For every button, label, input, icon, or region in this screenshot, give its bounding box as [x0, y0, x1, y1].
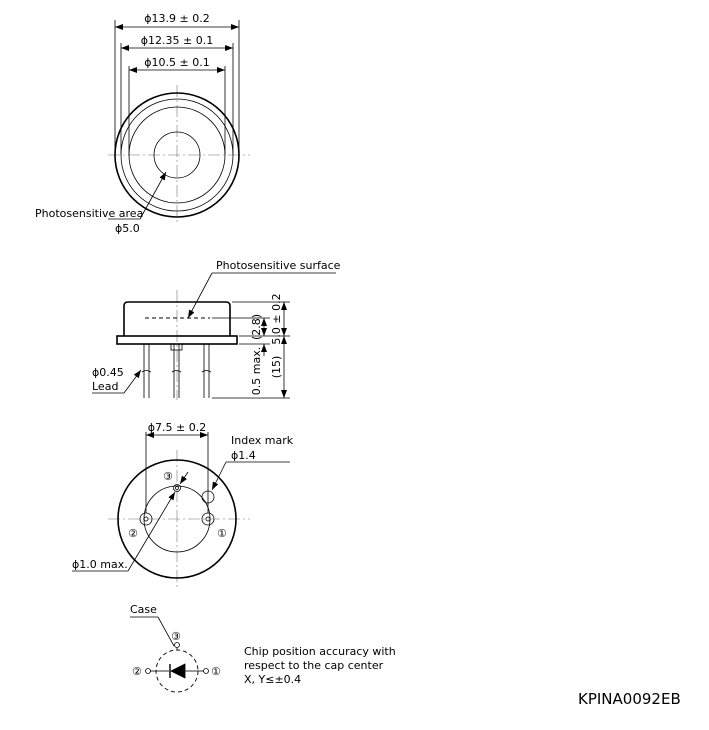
- top-view: [35, 12, 250, 235]
- note-line-3: X, Y≤±0.4: [244, 673, 302, 686]
- schematic-pin-1: ①: [211, 665, 221, 678]
- pin-dim: ϕ1.0 max.: [72, 558, 128, 571]
- diode-symbol: [171, 664, 185, 678]
- photosensitive-area-dim: ϕ5.0: [115, 222, 140, 235]
- case-label: Case: [130, 603, 157, 616]
- dim-surface: (2.8): [250, 313, 263, 341]
- lead-dim: ϕ0.45: [92, 366, 124, 379]
- leads: [142, 344, 211, 398]
- pin-2-label: ②: [128, 527, 138, 540]
- dim-flange: 0.5 max.: [250, 346, 263, 396]
- drawing-code: KPINA0092EB: [578, 690, 681, 708]
- pin-1-label: ①: [217, 527, 227, 540]
- schematic-pin-3: ③: [171, 630, 181, 643]
- lead-label: Lead: [92, 380, 119, 393]
- bottom-view: [72, 421, 294, 590]
- dim-inner-diameter: ϕ10.5 ± 0.1: [144, 56, 210, 69]
- dim-middle-diameter: ϕ12.35 ± 0.1: [140, 34, 214, 47]
- schematic-pin-2: ②: [132, 665, 142, 678]
- dim-outer-diameter: ϕ13.9 ± 0.2: [144, 12, 210, 25]
- pin-3-label: ③: [163, 470, 173, 483]
- dim-lead-length: (15): [270, 355, 283, 379]
- side-view: [92, 259, 341, 400]
- index-mark-dim: ϕ1.4: [231, 449, 256, 462]
- dim-pitch: ϕ7.5 ± 0.2: [147, 421, 207, 434]
- note-line-1: Chip position accuracy with: [244, 645, 396, 658]
- dim-height: 5.0 ± 0.2: [270, 293, 283, 345]
- note: [244, 645, 396, 686]
- photosensitive-surface-label: Photosensitive surface: [216, 259, 341, 272]
- index-mark-label: Index mark: [231, 434, 294, 447]
- schematic: [130, 603, 221, 692]
- note-line-2: respect to the cap center: [244, 659, 384, 672]
- photosensitive-area-label: Photosensitive area: [35, 207, 144, 220]
